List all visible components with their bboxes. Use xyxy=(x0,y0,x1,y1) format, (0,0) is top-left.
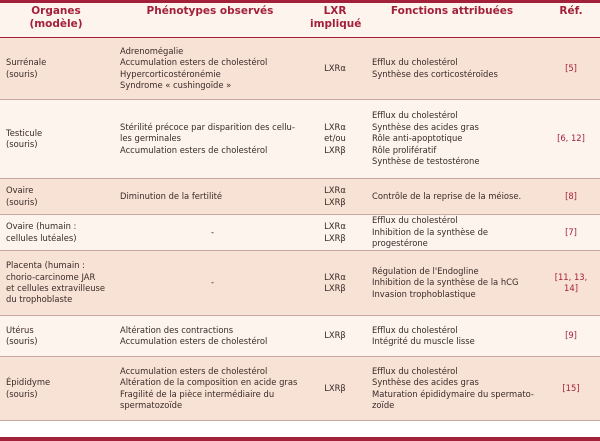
cell-fonctions: Contrôle de la reprise de la méiose. xyxy=(362,179,542,215)
cell-ref: [11, 13, 14] xyxy=(542,251,600,316)
header-phenotypes: Phénotypes observés xyxy=(112,3,308,38)
header-fonctions: Fonctions attribuées xyxy=(362,3,542,38)
cell-organe: Surrénale (souris) xyxy=(0,38,112,100)
cell-lxr: LXRα LXRβ xyxy=(308,251,362,316)
cell-phenotypes: - xyxy=(112,215,308,251)
header-lxr: LXR impliqué xyxy=(308,3,362,38)
cell-organe: Testicule (souris) xyxy=(0,100,112,179)
cell-ref: [7] xyxy=(542,215,600,251)
cell-phenotypes: Adrenomégalie Accumulation esters de cholestérol Hypercorticostéronémie Syndrome « cushingoïde » xyxy=(112,38,308,100)
cell-lxr: LXRα et/ou LXRβ xyxy=(308,100,362,179)
cell-ref: [15] xyxy=(542,357,600,421)
cell-phenotypes: - xyxy=(112,251,308,316)
cell-phenotypes: Accumulation esters de cholestérol Altération de la composition en acide gras Fragilité de la pièce intermédiaire du spermatozoïde xyxy=(112,357,308,421)
table-row xyxy=(0,357,600,421)
cell-fonctions: Régulation de l'Endogline Inhibition de la synthèse de la hCG Invasion trophoblastique xyxy=(362,251,542,316)
lxr-organs-table xyxy=(0,3,600,421)
table-row xyxy=(0,179,600,215)
table-row xyxy=(0,251,600,316)
cell-lxr: LXRβ xyxy=(308,357,362,421)
cell-fonctions: Efflux du cholestérol Synthèse des corticostéroïdes xyxy=(362,38,542,100)
cell-fonctions: Efflux du cholestérol Synthèse des acides gras Rôle anti-apoptotique Rôle prolifératif Synthèse de testostérone xyxy=(362,100,542,179)
cell-ref: [9] xyxy=(542,316,600,357)
cell-organe: Placenta (humain : chorio-carcinome JAR et cellules extravilleuse du trophoblaste xyxy=(0,251,112,316)
cell-fonctions: Efflux du cholestérol Inhibition de la synthèse de progestérone xyxy=(362,215,542,251)
cell-organe: Utérus (souris) xyxy=(0,316,112,357)
cell-lxr: LXRα LXRβ xyxy=(308,215,362,251)
cell-phenotypes: Diminution de la fertilité xyxy=(112,179,308,215)
cell-organe: Ovaire (souris) xyxy=(0,179,112,215)
cell-fonctions: Efflux du cholestérol Intégrité du muscle lisse xyxy=(362,316,542,357)
table-row xyxy=(0,215,600,251)
table-row xyxy=(0,100,600,179)
table-row xyxy=(0,38,600,100)
cell-ref: [8] xyxy=(542,179,600,215)
cell-lxr: LXRα LXRβ xyxy=(308,179,362,215)
cell-phenotypes: Altération des contractions Accumulation esters de cholestérol xyxy=(112,316,308,357)
cell-organe: Épididyme (souris) xyxy=(0,357,112,421)
cell-lxr: LXRβ xyxy=(308,316,362,357)
header-ref: Réf. xyxy=(542,3,600,38)
table-row xyxy=(0,316,600,357)
header-row xyxy=(0,3,600,38)
cell-fonctions: Efflux du cholestérol Synthèse des acides gras Maturation épididymaire du spermato- zoïde xyxy=(362,357,542,421)
cell-phenotypes: Stérilité précoce par disparition des cellu- les germinales Accumulation esters de cholestérol xyxy=(112,100,308,179)
cell-ref: [6, 12] xyxy=(542,100,600,179)
cell-ref: [5] xyxy=(542,38,600,100)
header-organes: Organes (modèle) xyxy=(0,3,112,38)
cell-lxr: LXRα xyxy=(308,38,362,100)
cell-organe: Ovaire (humain : cellules lutéales) xyxy=(0,215,112,251)
bottom-accent-rule xyxy=(0,437,600,441)
